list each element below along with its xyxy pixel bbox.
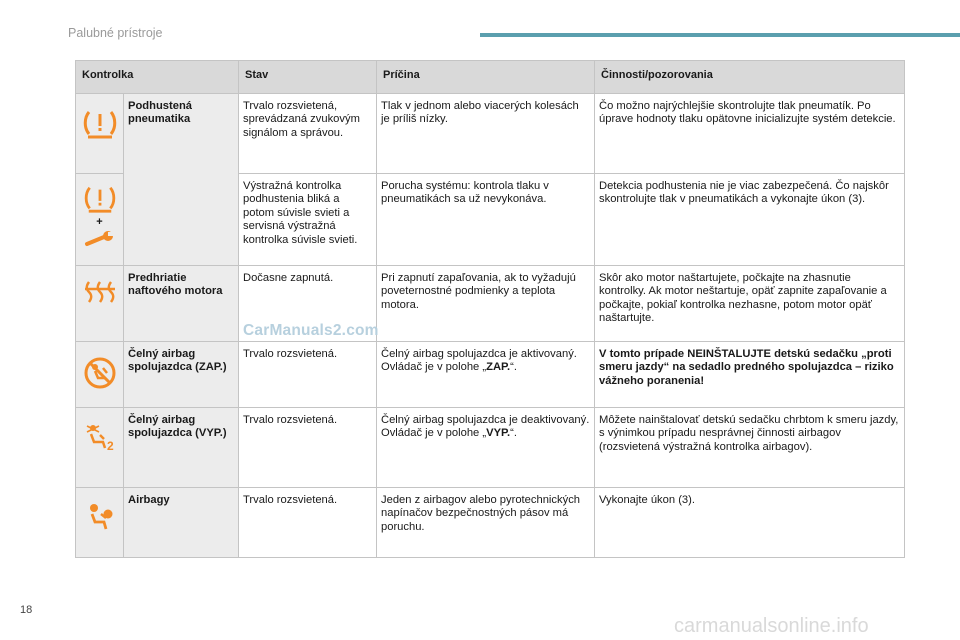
action-cell: Detekcia podhustenia nie je viac zabezpečená. Čo najskôr skontrolujte tlak v pneumatikách a vykonajte úkon (3). [595, 174, 905, 266]
header-cause: Príčina [377, 61, 595, 94]
header-accent-bar [480, 33, 960, 37]
indicator-name: Podhustená pneumatika [124, 94, 239, 266]
footer-watermark: carmanualsonline.info [674, 615, 869, 637]
indicator-icon-cell [76, 342, 124, 408]
tyre-pressure-icon [83, 108, 117, 140]
cause-cell: Pri zapnutí zapaľovania, ak to vyžadujú poveternostné podmienky a teplota motora. [377, 266, 595, 342]
table-row [76, 266, 905, 342]
state-cell: Dočasne zapnutá. [239, 266, 377, 342]
plus-sign: + [96, 216, 103, 228]
cause-text: Čelný airbag spolujazdca je deaktivovaný. Ovládač je v polohe „ [381, 414, 590, 440]
state-cell: Trvalo rozsvietená, sprevádzaná zvukovým signálom a správou. [239, 94, 377, 174]
state-cell: Výstražná kontrolka podhustenia bliká a potom súvisle svieti a servisná výstražná kontrolka súvisle svieti. [239, 174, 377, 266]
action-cell: Vykonajte úkon (3). [595, 488, 905, 558]
indicator-name: Čelný airbag spolujazdca (VYP.) [124, 408, 239, 488]
table-row [76, 408, 905, 488]
cause-text-end: “. [510, 361, 517, 374]
indicator-icon-cell [76, 266, 124, 342]
indicator-icon-cell [76, 408, 124, 488]
cause-cell: Jeden z airbagov alebo pyrotechnických napínačov bezpečnostných pásov má poruchu. [377, 488, 595, 558]
tyre-pressure-icon [83, 184, 117, 214]
indicator-table [75, 60, 905, 558]
state-cell: Trvalo rozsvietená. [239, 342, 377, 408]
indicator-icon-cell [76, 94, 124, 174]
switch-position: VYP. [486, 427, 511, 440]
cause-text: Čelný airbag spolujazdca je aktivovaný. Ovládač je v polohe „ [381, 348, 577, 374]
passenger-airbag-on-icon [83, 356, 117, 390]
table-row [76, 94, 905, 174]
action-cell: V tomto prípade NEINŠTALUJTE detskú sedačku „proti smeru jazdy“ na sedadlo predného spolujazdca – riziko vážneho poranenia! [595, 342, 905, 408]
cause-cell [377, 342, 595, 408]
header-action: Činnosti/pozorovania [595, 61, 905, 94]
cause-text-end: “. [510, 427, 518, 440]
preheating-icon [83, 280, 117, 304]
indicator-name: Airbagy [124, 488, 239, 558]
table-row [76, 488, 905, 558]
cause-cell: Tlak v jednom alebo viacerých kolesách je príliš nízky. [377, 94, 595, 174]
action-cell: Čo možno najrýchlejšie skontrolujte tlak pneumatík. Po úprave hodnoty tlaku opätovne inicializujte systém detekcie. [595, 94, 905, 174]
table-row [76, 342, 905, 408]
watermark: CarManuals2.com [243, 322, 379, 339]
header-indicator: Kontrolka [76, 61, 239, 94]
indicator-icon-cell [76, 174, 124, 266]
cause-cell: Porucha systému: kontrola tlaku v pneumatikách sa už nevykonáva. [377, 174, 595, 266]
switch-position: ZAP. [486, 361, 511, 374]
state-cell: Trvalo rozsvietená. [239, 488, 377, 558]
indicator-icon-cell [76, 488, 124, 558]
header-state: Stav [239, 61, 377, 94]
indicator-name: Predhriatie naftového motora [124, 266, 239, 342]
action-cell: Skôr ako motor naštartujete, počkajte na zhasnutie kontrolky. Ak motor neštartuje, opäť zapnite zapaľovanie a počkajte, pokiaľ kontrolka nezhasne, potom motor opäť naštartujte. [595, 266, 905, 342]
table-header-row [76, 61, 905, 94]
passenger-airbag-off-icon [83, 422, 117, 452]
indicator-name: Čelný airbag spolujazdca (ZAP.) [124, 342, 239, 408]
airbag-icon [84, 502, 116, 532]
section-title: Palubné prístroje [68, 26, 163, 40]
page-number: 18 [20, 604, 33, 616]
action-cell: Môžete nainštalovať detskú sedačku chrbtom k smeru jazdy, s výnimkou prípadu nesprávnej činnosti airbagov (rozsvietená výstražná kontrolka airbagov). [595, 408, 905, 488]
state-cell: Trvalo rozsvietená. [239, 408, 377, 488]
cause-cell [377, 408, 595, 488]
svg-text:2: 2 [106, 439, 114, 452]
service-wrench-icon [84, 231, 116, 249]
